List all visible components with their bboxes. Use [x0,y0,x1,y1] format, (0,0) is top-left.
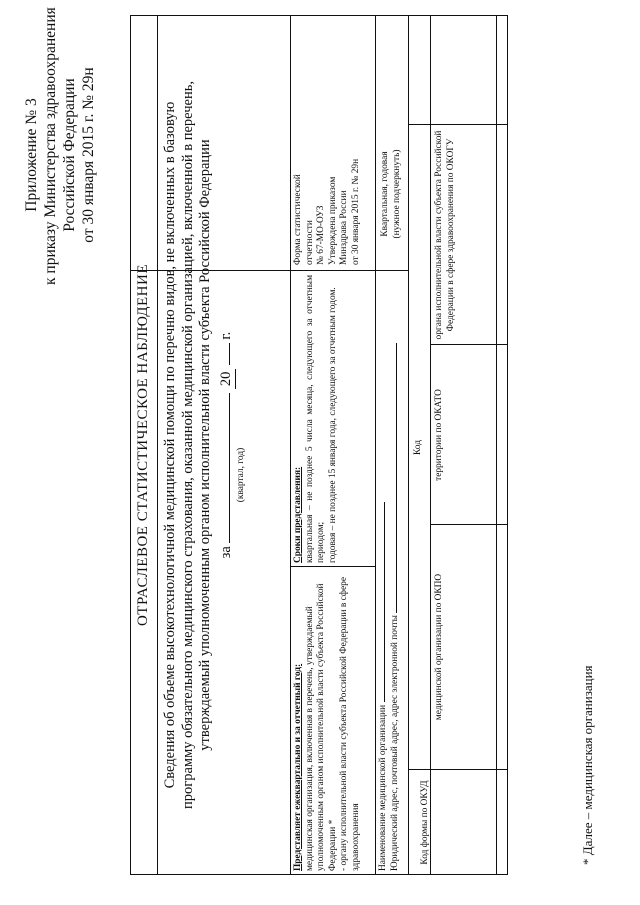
section-divider-bottom [375,15,376,875]
appendix-header [22,7,98,285]
footnote: * Далее – медицинская организация [580,665,595,865]
year-field[interactable] [229,343,230,365]
okud-label: Код формы по ОКУД [420,780,430,865]
codes-col-3 [430,344,508,345]
periodicity-hint: (нужное подчеркнуть) [391,149,402,239]
description-line-2: программу обязательного медицинского страхования, оказанной медицинской организацией, включенной в перечень, [179,81,196,809]
codes-bottom-line [496,15,497,875]
appendix-number: Приложение № 3 [23,98,40,212]
okato-label: территории по ОКАТО [434,389,444,481]
approval-date: от 30 января 2015 г. № 29н [350,158,361,265]
submitters-heading: Представляет ежеквартально и за отчетный год: [293,663,303,871]
periodicity-block [380,119,403,269]
org-address-field[interactable] [396,343,397,613]
order-date: от 30 января 2015 г. № 29н [80,67,97,243]
country-name: Российской Федерации [61,78,78,232]
submitters-block [293,571,362,871]
deadline-annual: годовая – не позднее 15 января года, следующего за отчетным годом. [327,287,338,563]
form-type: Форма статистической отчетности [293,174,315,265]
org-divider [408,15,409,875]
org-block [378,281,401,871]
code-label: Код [413,440,423,455]
divider-submitters-deadlines [290,566,375,567]
org-name-row [378,281,390,871]
org-name-field[interactable] [384,502,385,702]
org-name-label: Наименование медицинской организации [378,704,388,871]
description-line-3: утверждаемый уполномоченным органом исполнительной власти субъекта Российской Федерации [197,139,213,751]
form-title-bar: ОТРАСЛЕВОЕ СТАТИСТИЧЕСКОЕ НАБЛЮДЕНИЕ [130,15,158,875]
org-address-row [390,281,402,871]
divider-deadlines-form [130,270,375,271]
period-field[interactable] [229,393,230,543]
codes-header-line [430,15,431,875]
section-divider-top [290,15,291,875]
org-address-label: Юридический адрес, почтовый адрес, адрес электронной почты [389,615,400,871]
approval-line: Утверждена приказом Минздрава России [327,176,349,265]
description-line-1: Сведения об объеме высокотехнологичной медицинской помощи по перечню видов, не включенных в базовую [162,101,178,789]
divider-periodicity [375,270,408,271]
year-suffix: г. [217,331,234,340]
submitter-item-2: - органу исполнительной власти субъекта Российской Федерации в сфере здравоохранения [339,577,361,871]
form-description [162,45,248,845]
period-prefix: за [217,546,234,559]
codes-col-2 [430,524,508,525]
period-line [218,45,237,845]
submitter-item-1: медицинская организация, включенная в перечень, утверждаемый уполномоченным органом исполнительной власти субъекта Российской Федерации * [304,583,338,871]
deadlines-heading: Сроки представления: [293,466,303,563]
form-number: № 67-МО-ОУЗ [316,205,326,265]
okpo-label: медицинской организации по ОКПО [434,573,444,721]
form-info-block [293,135,362,265]
order-reference: к приказу Министерства здравоохранения [42,7,59,285]
okogu-label: органа исполнительной власти субъекта Российской Федерации в сфере здравоохранения по ОКОГУ [434,130,456,340]
deadline-quarterly: квартальная – не позднее 5 числа месяца, следующего за отчетным периодом; [304,275,326,563]
periodicity-options[interactable]: Квартальная, годовая [380,151,390,237]
period-hint: (квартал, год) [236,447,246,503]
year-prefix: 20 [218,369,237,389]
deadlines-block [293,275,339,563]
